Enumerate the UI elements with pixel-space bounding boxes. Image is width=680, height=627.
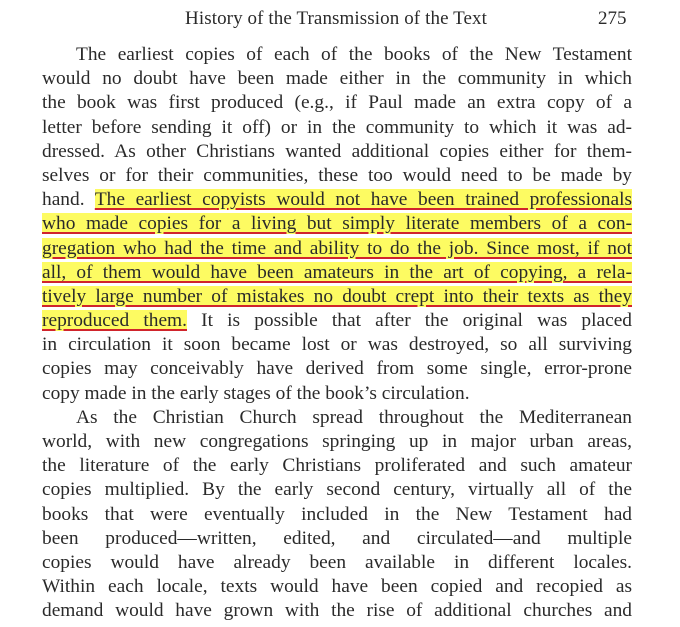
text-line	[42, 188, 632, 212]
text-line: demand would have grown with the rise of additional churches and	[42, 600, 632, 622]
text-line	[42, 261, 632, 285]
text-line: copies multiplied. By the early second century, virtually all of the	[42, 479, 632, 501]
text-line: the book was first produced (e.g., if Paul made an extra copy of a	[42, 92, 632, 114]
text-line: copies may conceivably have derived from some single, error-prone	[42, 358, 632, 380]
text-line	[42, 212, 632, 236]
text-line: selves or for their communities, these too would need to be made by	[42, 164, 632, 186]
plain-text: It is possible that after the original was placed	[201, 310, 632, 332]
text-line: been produced—written, edited, and circulated—and multiple	[42, 527, 632, 549]
page-body	[42, 43, 632, 624]
highlighted-text: who made copies for a living but simply literate members of a con-	[42, 213, 632, 235]
highlighted-text: gregation who had the time and ability to do the job. Since most, if not	[42, 237, 632, 259]
text-line: As the Christian Church spread throughout the Mediterranean	[76, 406, 632, 428]
highlighted-text: reproduced them.	[42, 310, 187, 332]
text-line: the literature of the early Christians proliferated and such amateur	[42, 455, 632, 477]
highlighted-text: The earliest copyists would not have been trained professionals	[94, 189, 633, 211]
text-line: letter before sending it off) or in the community to which it was ad-	[42, 116, 632, 138]
highlighted-text: tively large number of mistakes no doubt crept into their texts as they	[42, 285, 632, 307]
text-line: copy made in the early stages of the book’s circulation.	[42, 382, 470, 404]
text-line: world, with new congregations springing up in major urban areas,	[42, 431, 632, 452]
text-line: books that were eventually included in the New Testament had	[42, 503, 632, 525]
highlighted-text: all, of them would have been amateurs in the art of copying, a rela-	[42, 261, 632, 283]
running-title: History of the Transmission of the Text	[185, 8, 487, 29]
text-line: Within each locale, texts would have been copied and recopied as	[42, 576, 632, 598]
text-line: The earliest copies of each of the books of the New Testament	[76, 44, 632, 65]
text-line: dressed. As other Christians wanted additional copies either for them-	[42, 140, 632, 162]
paragraph	[42, 406, 632, 624]
text-line: in circulation it soon became lost or was destroyed, so all surviving	[42, 334, 632, 356]
page-number: 275	[598, 8, 627, 29]
running-head	[0, 6, 680, 36]
text-line: would no doubt have been made either in the community in which	[42, 68, 632, 90]
plain-text: hand.	[42, 189, 85, 211]
text-line	[42, 309, 632, 333]
text-line	[42, 285, 632, 309]
paragraph	[42, 43, 632, 406]
text-line: copies would have already been available in different locales.	[42, 551, 632, 573]
text-line	[42, 237, 632, 261]
